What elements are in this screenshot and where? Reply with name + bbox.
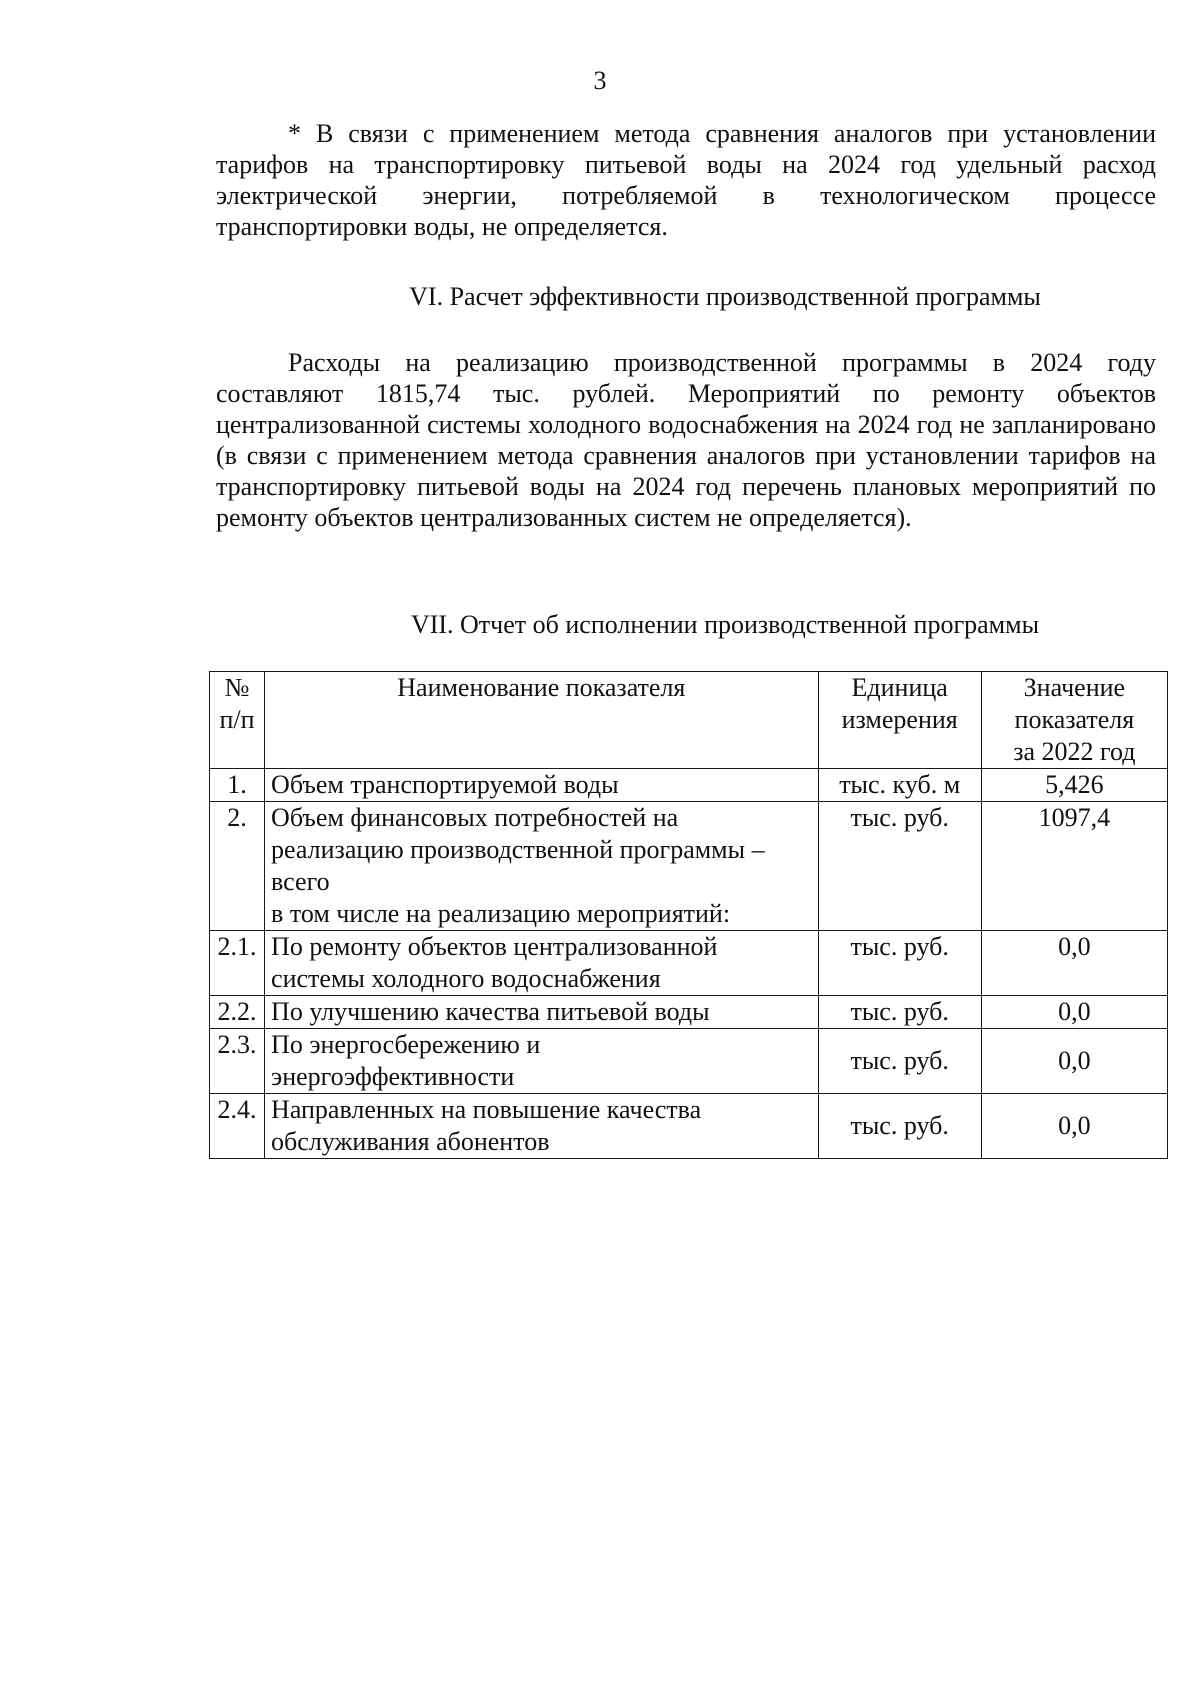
header-value-line: за 2022 год: [1013, 737, 1136, 766]
row-value: 0,0: [981, 931, 1167, 996]
header-value-line: Значение: [1023, 673, 1126, 702]
report-table-body: [210, 769, 1168, 1159]
row-name-line: в том числе на реализацию мероприятий:: [271, 899, 731, 928]
row-value: 0,0: [981, 1094, 1167, 1159]
row-num: 2.2.: [210, 996, 265, 1029]
report-table-header: [210, 672, 1168, 769]
page-number: 3: [593, 66, 607, 95]
table-row: [210, 996, 1168, 1029]
row-name-line: системы холодного водоснабжения: [271, 964, 661, 993]
table-row: [210, 769, 1168, 802]
row-num: 2.4.: [210, 1094, 265, 1159]
row-name-line: По энергосбережению и: [271, 1030, 541, 1059]
header-num-line: №: [224, 673, 250, 702]
row-value: 1097,4: [981, 802, 1167, 931]
header-value-line: показателя: [1014, 705, 1135, 734]
row-name-line: обслуживания абонентов: [271, 1127, 550, 1156]
row-num: 2.1.: [210, 931, 265, 996]
row-name: [265, 1094, 819, 1159]
row-unit: тыс. руб.: [818, 1094, 981, 1159]
row-name: [265, 931, 819, 996]
footnote-text: * В связи с применением метода сравнения аналогов при установлении тарифов на транспортировку питьевой воды на 2024 год удельный расход электрической энергии, потребляемой в технологическом процессе транспортировки воды, не определяется.: [216, 119, 1156, 241]
row-name-line: Объем транспортируемой воды: [271, 770, 619, 799]
row-unit: тыс. куб. м: [818, 769, 981, 802]
row-unit: тыс. руб.: [818, 996, 981, 1029]
header-num: [210, 672, 265, 769]
row-num: 1.: [210, 769, 265, 802]
row-name: [265, 1029, 819, 1094]
row-unit: тыс. руб.: [818, 1029, 981, 1094]
table-row: [210, 1094, 1168, 1159]
row-name: [265, 802, 819, 931]
table-header-row: [210, 672, 1168, 769]
header-value: [981, 672, 1167, 769]
row-name-line: По ремонту объектов централизованной: [271, 932, 718, 961]
row-name-line: Направленных на повышение качества: [271, 1095, 702, 1124]
row-name-line: Объем финансовых потребностей на: [271, 803, 679, 832]
section-7-heading: VII. Отчет об исполнении производственной программы: [410, 610, 1040, 639]
section-6-body: [216, 347, 1156, 533]
table-row: [210, 931, 1168, 996]
header-name: Наименование показателя: [265, 672, 819, 769]
row-name: [265, 769, 819, 802]
header-unit-line: измерения: [841, 705, 958, 734]
expenses-paragraph: Расходы на реализацию производственной программы в 2024 году составляют 1815,74 тыс. рублей. Мероприятий по ремонту объектов централизованной системы холодного водоснабжения на 2024 год не запланировано (в связи с применением метода сравнения аналогов при установлении тарифов на транспортировку питьевой воды на 2024 год перечень плановых мероприятий по ремонту объектов централизованных систем не определяется).: [216, 348, 1156, 532]
header-num-line: п/п: [219, 705, 255, 734]
row-num: 2.3.: [210, 1029, 265, 1094]
footnote: [216, 118, 1156, 242]
row-unit: тыс. руб.: [818, 802, 981, 931]
row-name-line: По улучшению качества питьевой воды: [271, 997, 710, 1026]
row-name-line: энергоэффективности: [271, 1062, 515, 1091]
row-num: 2.: [210, 802, 265, 931]
row-name-line: реализацию производственной программы –: [271, 835, 765, 864]
row-name: [265, 996, 819, 1029]
row-value: 0,0: [981, 996, 1167, 1029]
section-6-heading: VI. Расчет эффективности производственной программы: [409, 282, 1041, 311]
table-row: [210, 1029, 1168, 1094]
row-value: 0,0: [981, 1029, 1167, 1094]
header-unit-line: Единица: [851, 673, 948, 702]
row-name-line: всего: [271, 867, 330, 896]
row-unit: тыс. руб.: [818, 931, 981, 996]
table-row: [210, 802, 1168, 931]
row-value: 5,426: [981, 769, 1167, 802]
header-unit: [818, 672, 981, 769]
report-table: [209, 671, 1168, 1159]
